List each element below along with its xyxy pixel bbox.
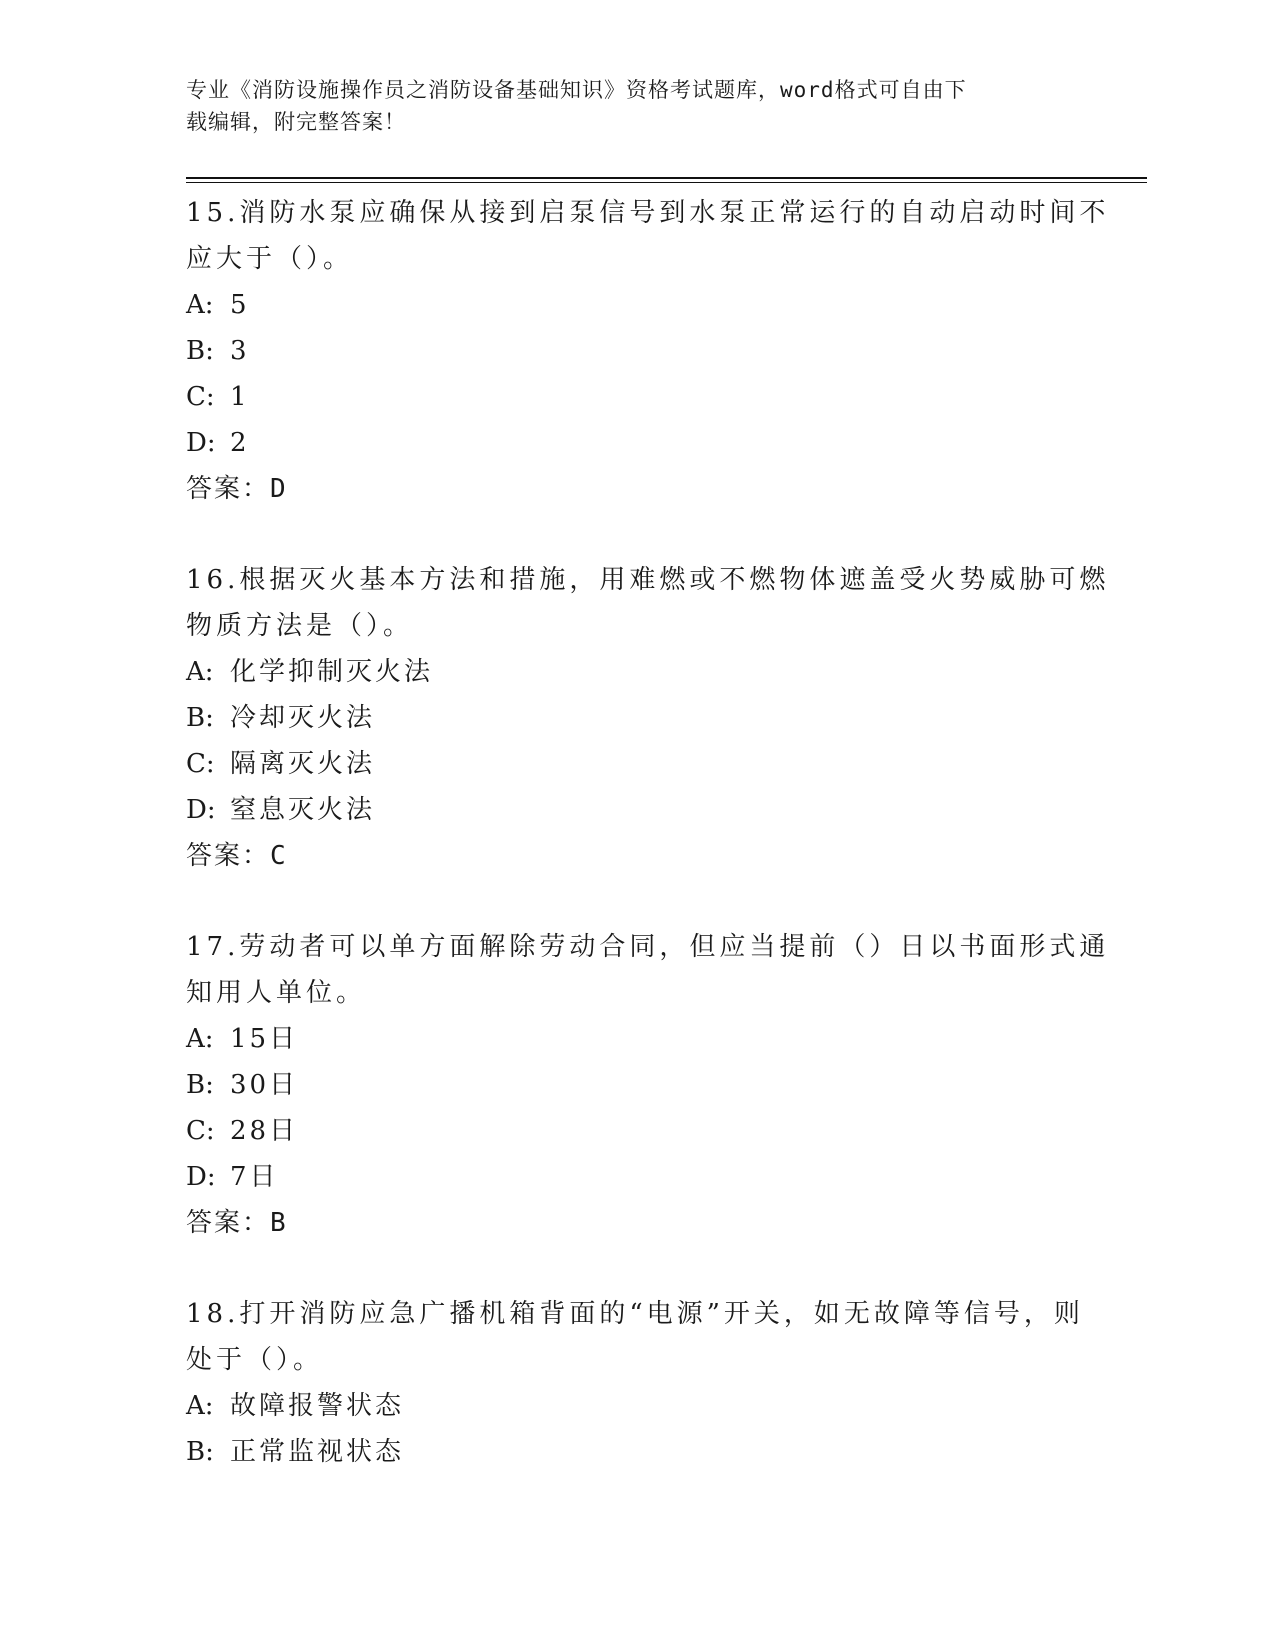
option-key: A: (186, 1024, 214, 1054)
question-stem-line-2: 知用人单位。 (186, 978, 367, 1008)
option-text: 28日 (230, 1116, 299, 1146)
option-key: B: (186, 703, 214, 733)
option-key: A: (186, 290, 214, 320)
option-text: 冷却灭火法 (230, 703, 376, 733)
question-stem-line-1: 17.劳动者可以单方面解除劳动合同，但应当提前（）日以书面形式通 (186, 932, 1110, 962)
question-15 (186, 190, 1110, 512)
option-text: 故障报警状态 (230, 1391, 405, 1421)
option-text: 15日 (230, 1024, 299, 1054)
header-divider-thin (186, 182, 1147, 183)
option-d (186, 420, 1086, 466)
question-stem-line-2: 处于（）。 (186, 1345, 324, 1375)
answer-label: 答案：C (186, 841, 288, 871)
option-key: A: (186, 657, 214, 687)
option-key: C: (186, 1116, 215, 1146)
option-text: 3 (230, 336, 250, 366)
header-line-1: 专业《消防设施操作员之消防设备基础知识》资格考试题库，word格式可自由下 (186, 78, 967, 102)
option-key: D: (186, 428, 216, 458)
header-line-2: 载编辑，附完整答案！ (186, 110, 406, 134)
option-a (186, 282, 1086, 328)
question-17 (186, 924, 1110, 1246)
question-stem-line-2: 应大于（）。 (186, 244, 354, 274)
option-text: 5 (230, 290, 250, 320)
option-b (186, 328, 1086, 374)
option-text: 隔离灭火法 (230, 749, 376, 779)
option-b (186, 695, 1086, 741)
question-stem-line-1: 15.消防水泵应确保从接到启泵信号到水泵正常运行的自动启动时间不 (186, 198, 1110, 228)
option-key: D: (186, 795, 216, 825)
option-key: A: (186, 1391, 214, 1421)
answer-label: 答案：B (186, 1208, 288, 1238)
document-header (186, 74, 1086, 138)
question-stem-line-1: 18.打开消防应急广播机箱背面的“电源”开关，如无故障等信号，则 (186, 1299, 1084, 1329)
option-text: 1 (230, 382, 250, 412)
option-key: B: (186, 1437, 214, 1467)
option-key: C: (186, 749, 215, 779)
option-text: 2 (230, 428, 250, 458)
answer-label: 答案：D (186, 474, 288, 504)
header-divider-thick (186, 177, 1147, 179)
question-18 (186, 1291, 1086, 1475)
question-list (186, 190, 1110, 1520)
option-c (186, 741, 1086, 787)
option-key: D: (186, 1162, 216, 1192)
option-b (186, 1062, 1086, 1108)
option-text: 窒息灭火法 (230, 795, 376, 825)
option-b (186, 1429, 1086, 1475)
question-stem-line-1: 16.根据灭火基本方法和措施，用难燃或不燃物体遮盖受火势威胁可燃 (186, 565, 1110, 595)
option-text: 化学抑制灭火法 (230, 657, 434, 687)
option-d (186, 1154, 1086, 1200)
option-c (186, 1108, 1086, 1154)
option-key: C: (186, 382, 215, 412)
option-key: B: (186, 336, 214, 366)
question-stem-line-2: 物质方法是（）。 (186, 611, 414, 641)
option-text: 30日 (230, 1070, 299, 1100)
option-key: B: (186, 1070, 214, 1100)
option-c (186, 374, 1086, 420)
option-a (186, 1016, 1086, 1062)
option-a (186, 649, 1086, 695)
option-text: 正常监视状态 (230, 1437, 405, 1467)
option-a (186, 1383, 1086, 1429)
option-text: 7日 (230, 1162, 279, 1192)
question-16 (186, 557, 1110, 879)
option-d (186, 787, 1086, 833)
